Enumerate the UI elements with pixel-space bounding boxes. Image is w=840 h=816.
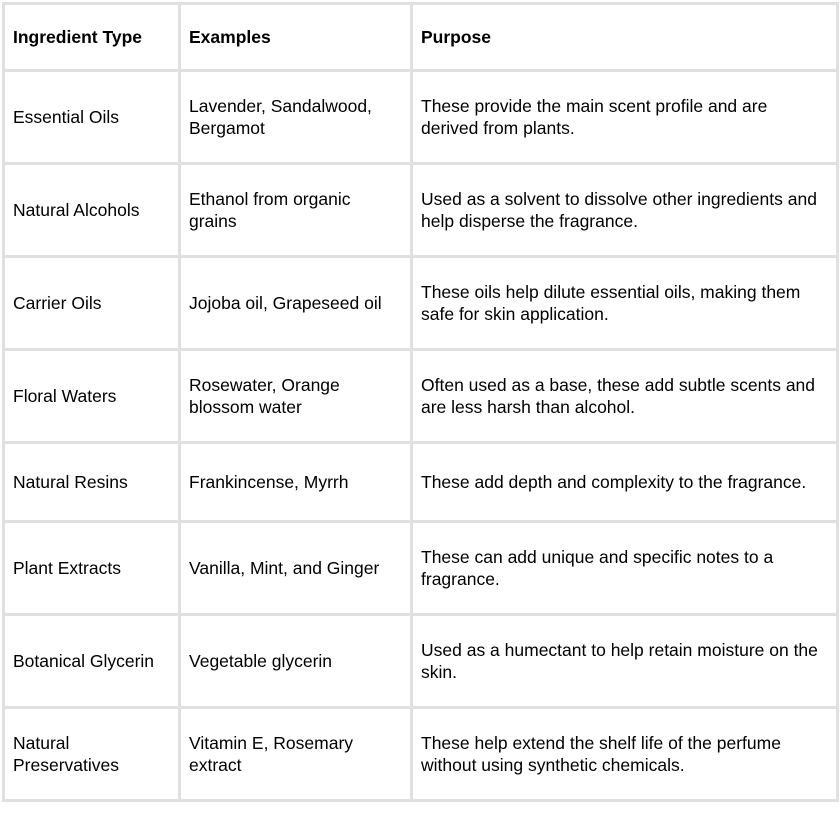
cell-ingredient-type: Essential Oils (4, 71, 180, 164)
table-header (4, 4, 838, 71)
cell-ingredient-type: Natural Resins (4, 443, 180, 522)
cell-ingredient-type: Botanical Glycerin (4, 615, 180, 708)
cell-purpose: These provide the main scent profile and are derived from plants. (412, 71, 838, 164)
cell-ingredient-type: Carrier Oils (4, 257, 180, 350)
table-row (4, 708, 838, 801)
table-body (4, 71, 838, 801)
table-row (4, 257, 838, 350)
cell-purpose: Used as a humectant to help retain moisture on the skin. (412, 615, 838, 708)
header-purpose: Purpose (412, 4, 838, 71)
cell-purpose: These help extend the shelf life of the perfume without using synthetic chemicals. (412, 708, 838, 801)
cell-examples: Lavender, Sandalwood, Bergamot (180, 71, 412, 164)
cell-ingredient-type: Natural Preservatives (4, 708, 180, 801)
header-ingredient-type: Ingredient Type (4, 4, 180, 71)
cell-examples: Jojoba oil, Grapeseed oil (180, 257, 412, 350)
table-row (4, 443, 838, 522)
cell-purpose: These add depth and complexity to the fragrance. (412, 443, 838, 522)
cell-purpose: These oils help dilute essential oils, making them safe for skin application. (412, 257, 838, 350)
cell-examples: Vegetable glycerin (180, 615, 412, 708)
cell-purpose: Often used as a base, these add subtle scents and are less harsh than alcohol. (412, 350, 838, 443)
cell-examples: Vanilla, Mint, and Ginger (180, 522, 412, 615)
cell-ingredient-type: Plant Extracts (4, 522, 180, 615)
cell-purpose: Used as a solvent to dissolve other ingredients and help disperse the fragrance. (412, 164, 838, 257)
table-row (4, 71, 838, 164)
header-row (4, 4, 838, 71)
table-row (4, 615, 838, 708)
table-row (4, 522, 838, 615)
header-examples: Examples (180, 4, 412, 71)
table-row (4, 164, 838, 257)
cell-examples: Rosewater, Orange blossom water (180, 350, 412, 443)
table-row (4, 350, 838, 443)
cell-examples: Frankincense, Myrrh (180, 443, 412, 522)
cell-ingredient-type: Floral Waters (4, 350, 180, 443)
ingredients-table (2, 2, 839, 802)
cell-purpose: These can add unique and specific notes to a fragrance. (412, 522, 838, 615)
cell-examples: Ethanol from organic grains (180, 164, 412, 257)
cell-ingredient-type: Natural Alcohols (4, 164, 180, 257)
cell-examples: Vitamin E, Rosemary extract (180, 708, 412, 801)
